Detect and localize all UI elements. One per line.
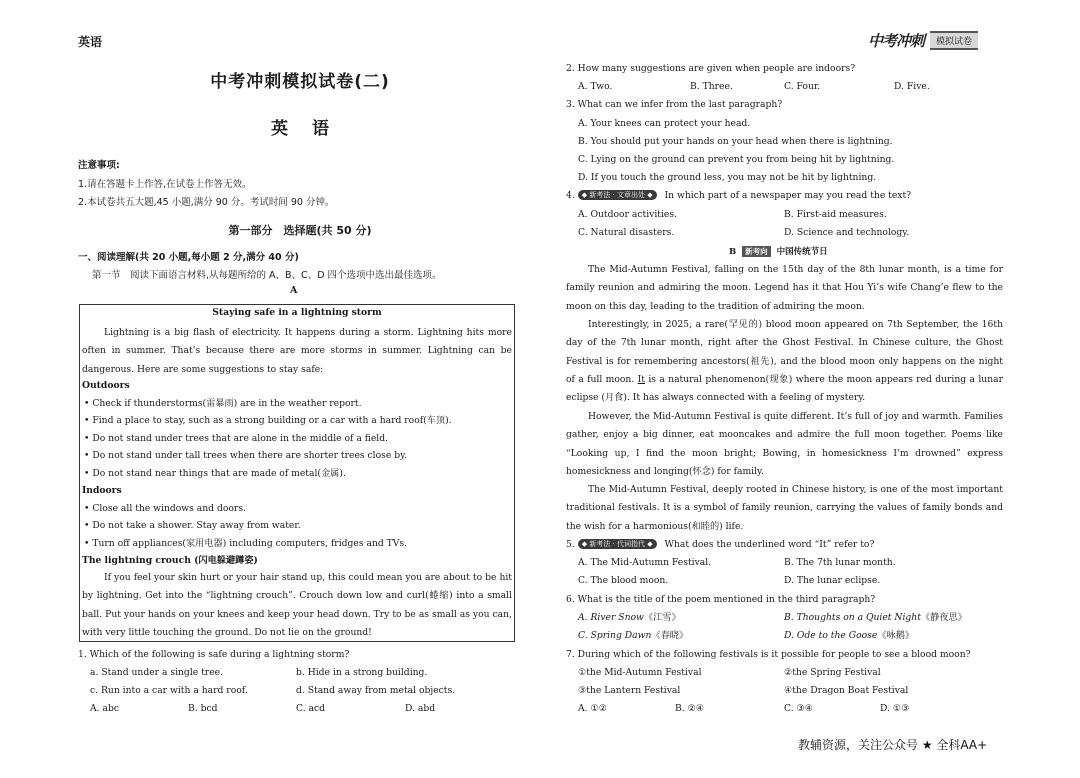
question-3-stem: 3. What can we infer from the last paragraph? (566, 99, 783, 110)
question-4-option: A. Outdoor activities. (578, 209, 677, 220)
question-1-stem: 1. Which of the following is safe during a lightning storm? (78, 649, 350, 660)
question-5-option: B. The 7th lunar month. (784, 557, 896, 568)
question-5-stem: What does the underlined word “It” refer to? (664, 539, 875, 550)
outdoors-item: • Find a place to stay, such as a strong building or a car with a hard roof(车顶). (84, 412, 452, 430)
indoors-item: • Turn off appliances(家用电器) including computers, fridges and TVs. (84, 535, 407, 553)
exam-subject: 英 语 (271, 119, 329, 139)
question-3-option: D. If you touch the ground less, you may not be hit by lightning. (578, 172, 877, 183)
question-1-option: A. abc (90, 703, 119, 714)
indoors-item: • Do not take a shower. Stay away from water. (84, 517, 301, 535)
question-3-option: B. You should put your hands on your head when there is lightning. (578, 136, 893, 147)
question-1-option: C. acd (296, 703, 326, 714)
notice-item: 2.本试卷共五大题,45 小题,满分 90 分。考试时间 90 分钟。 (78, 197, 335, 208)
question-4-number: 4. (566, 190, 575, 201)
question-6-option-zh: 《春晓》 (651, 630, 689, 641)
question-6-option-en: D. Ode to the Goose (784, 630, 878, 641)
outdoors-item: • Check if thunderstorms(雷暴雨) are in the weather report. (84, 395, 362, 413)
question-6-option (784, 627, 914, 645)
passage-b-p3: However, the Mid-Autumn Festival is quite different. It’s full of joy and warmth. Families gather, enjoy a big dinner, eat mooncakes and admire the full moon together. Poems like “Looking up, I find the moon bright; Bowing, in homesickness I’m drowned” express homesickness and longing(怀念) for family. (566, 411, 1003, 477)
question-4-stem: In which part of a newspaper may you read the text? (664, 190, 912, 201)
question-7-option: B. ②④ (675, 703, 705, 714)
passage-b-heading (729, 243, 828, 261)
question-7-option: C. ③④ (784, 703, 814, 714)
question-2-option: A. Two. (578, 81, 613, 92)
question-5-stem-row (566, 536, 874, 554)
question-6-option (784, 609, 967, 627)
notice-label: 注意事项: (78, 160, 120, 171)
question-7-statement: ①the Mid-Autumn Festival (578, 667, 702, 678)
indoors-item: • Close all the windows and doors. (84, 500, 246, 518)
question-4-option: C. Natural disasters. (578, 227, 675, 238)
question-2-option: C. Four. (784, 81, 821, 92)
question-5-tag: ◆ 新考法 · 代词指代 ◆ (578, 539, 657, 549)
outdoors-item: • Do not stand under tall trees when there are shorter trees close by. (84, 447, 407, 465)
crouch-text: If you feel your skin hurt or your hair stand up, this could mean you are about to be hit by lightning. Get into the “lightning crouch”. Crouch down low and curl(蜷缩) into a small ball. Put your hands on your knees and keep your head down. Try to be as small as you can, with very little touching the ground. Do not lie on the ground! (82, 572, 512, 638)
question-4-option: D. Science and technology. (784, 227, 910, 238)
question-7-statement: ②the Spring Festival (784, 667, 881, 678)
question-1-statement: d. Stand away from metal objects. (296, 685, 456, 696)
logo-text: 中考冲刺 (868, 31, 925, 50)
subject-header: 英语 (78, 35, 103, 49)
question-6-option-en: B. Thoughts on a Quiet Night (784, 612, 921, 623)
passage-b-p2 (566, 316, 1003, 407)
outdoors-item: • Do not stand near things that are made of metal(金属). (84, 465, 346, 483)
outdoors-label: Outdoors (82, 380, 130, 391)
question-5-option: A. The Mid-Autumn Festival. (578, 557, 712, 568)
question-6-option (578, 609, 681, 627)
passage-b-tag: 新考向 (742, 246, 771, 257)
logo (868, 30, 1002, 50)
passage-b-letter: B (729, 247, 737, 257)
question-4-option: B. First-aid measures. (784, 209, 887, 220)
indoors-label: Indoors (82, 485, 122, 496)
question-5-option: D. The lunar eclipse. (784, 575, 881, 586)
passage-b-p1: The Mid-Autumn Festival, falling on the 15th day of the 8th lunar month, is a time for family reunion and admiring the moon. Legend has it that Hou Yi’s wife Chang’e flew to the moon on this day, leading to the tradition of admiring the moon. (566, 264, 1003, 312)
question-6-option-zh: 《咏鹅》 (877, 630, 915, 641)
question-2-option: D. Five. (894, 81, 930, 92)
question-7-statement: ③the Lantern Festival (578, 685, 681, 696)
question-1-statement: b. Hide in a strong building. (296, 667, 428, 678)
passage-a-intro: Lightning is a big flash of electricity. It happens during a storm. Lightning hits more often in summer. That’s because there are more storms in summer. Lightning can be dangerous. Here are some suggestions to stay safe: (82, 327, 512, 375)
question-6-stem: 6. What is the title of the poem mentioned in the third paragraph? (566, 594, 876, 605)
passage-b-topic: 中国传统节日 (776, 247, 828, 257)
question-7-option: A. ①② (578, 703, 607, 714)
question-7-option: D. ①③ (880, 703, 910, 714)
question-6-option-en: A. River Snow (578, 612, 644, 623)
passage-b-p2-part1: Interestingly, in 2025, a rare(罕见的) blood moon appeared on 7th September, the 16th day of the 7th lunar month, right after the Ghost Festival. In Chinese culture, the Ghost Festival is for remembering ancestors(祖先), and the blood moon only happens on the night of a full moon. (566, 319, 1003, 385)
section-heading: 一、阅读理解(共 20 小题,每小题 2 分,满分 40 分) (78, 252, 299, 263)
question-6-option-zh: 《静夜思》 (920, 612, 967, 623)
passage-letter-a: A (290, 285, 298, 296)
passage-b-p2-part2: is a natural phenomenon(现象) where the moon appears red during a lunar eclipse (月食). It has always connected with a feeling of mystery. (566, 373, 1003, 404)
question-3-option: A. Your knees can protect your head. (578, 118, 751, 129)
question-1-option: B. bcd (188, 703, 218, 714)
passage-a-title: Staying safe in a lightning storm (212, 307, 382, 318)
question-4-stem-row (566, 187, 911, 205)
question-6-option-en: C. Spring Dawn (578, 630, 652, 641)
section-instruction: 第一节 阅读下面语言材料,从每题所给的 A、B、C、D 四个选项中选出最佳选项。 (92, 270, 442, 281)
logo-tag: 模拟试卷 (930, 31, 978, 50)
question-6-option (578, 627, 688, 645)
question-5-number: 5. (566, 539, 575, 550)
question-3-option: C. Lying on the ground can prevent you from being hit by lightning. (578, 154, 895, 165)
question-1-statement: a. Stand under a single tree. (90, 667, 223, 678)
question-2-option: B. Three. (690, 81, 733, 92)
question-7-stem: 7. During which of the following festivals is it possible for people to see a blood moon? (566, 649, 971, 660)
footer-note: 教辅资源，关注公众号 ★ 全科AA+ (798, 738, 988, 752)
notice-item: 1.请在答题卡上作答,在试卷上作答无效。 (78, 179, 252, 190)
exam-title: 中考冲刺模拟试卷(二) (210, 72, 390, 92)
question-7-statement: ④the Dragon Boat Festival (784, 685, 909, 696)
crouch-label: The lightning crouch (闪电躲避蹲姿) (82, 555, 258, 566)
question-5-option: C. The blood moon. (578, 575, 669, 586)
question-4-tag: ◆ 新考法 · 文章出处 ◆ (578, 190, 657, 200)
question-6-option-zh: 《江雪》 (643, 612, 681, 623)
question-1-option: D. abd (405, 703, 436, 714)
outdoors-item: • Do not stand under trees that are alone in the middle of a field. (84, 430, 388, 448)
question-1-statement: c. Run into a car with a hard roof. (90, 685, 248, 696)
underlined-it: It (637, 373, 645, 385)
part-title: 第一部分 选择题(共 50 分) (228, 224, 372, 237)
passage-b-p4: The Mid-Autumn Festival, deeply rooted in Chinese history, is one of the most important traditional festivals. It is a symbol of family reunion, carrying the values of family bonds and the wish for a harmonious(和睦的) life. (566, 484, 1003, 532)
question-2-stem: 2. How many suggestions are given when people are indoors? (566, 63, 856, 74)
